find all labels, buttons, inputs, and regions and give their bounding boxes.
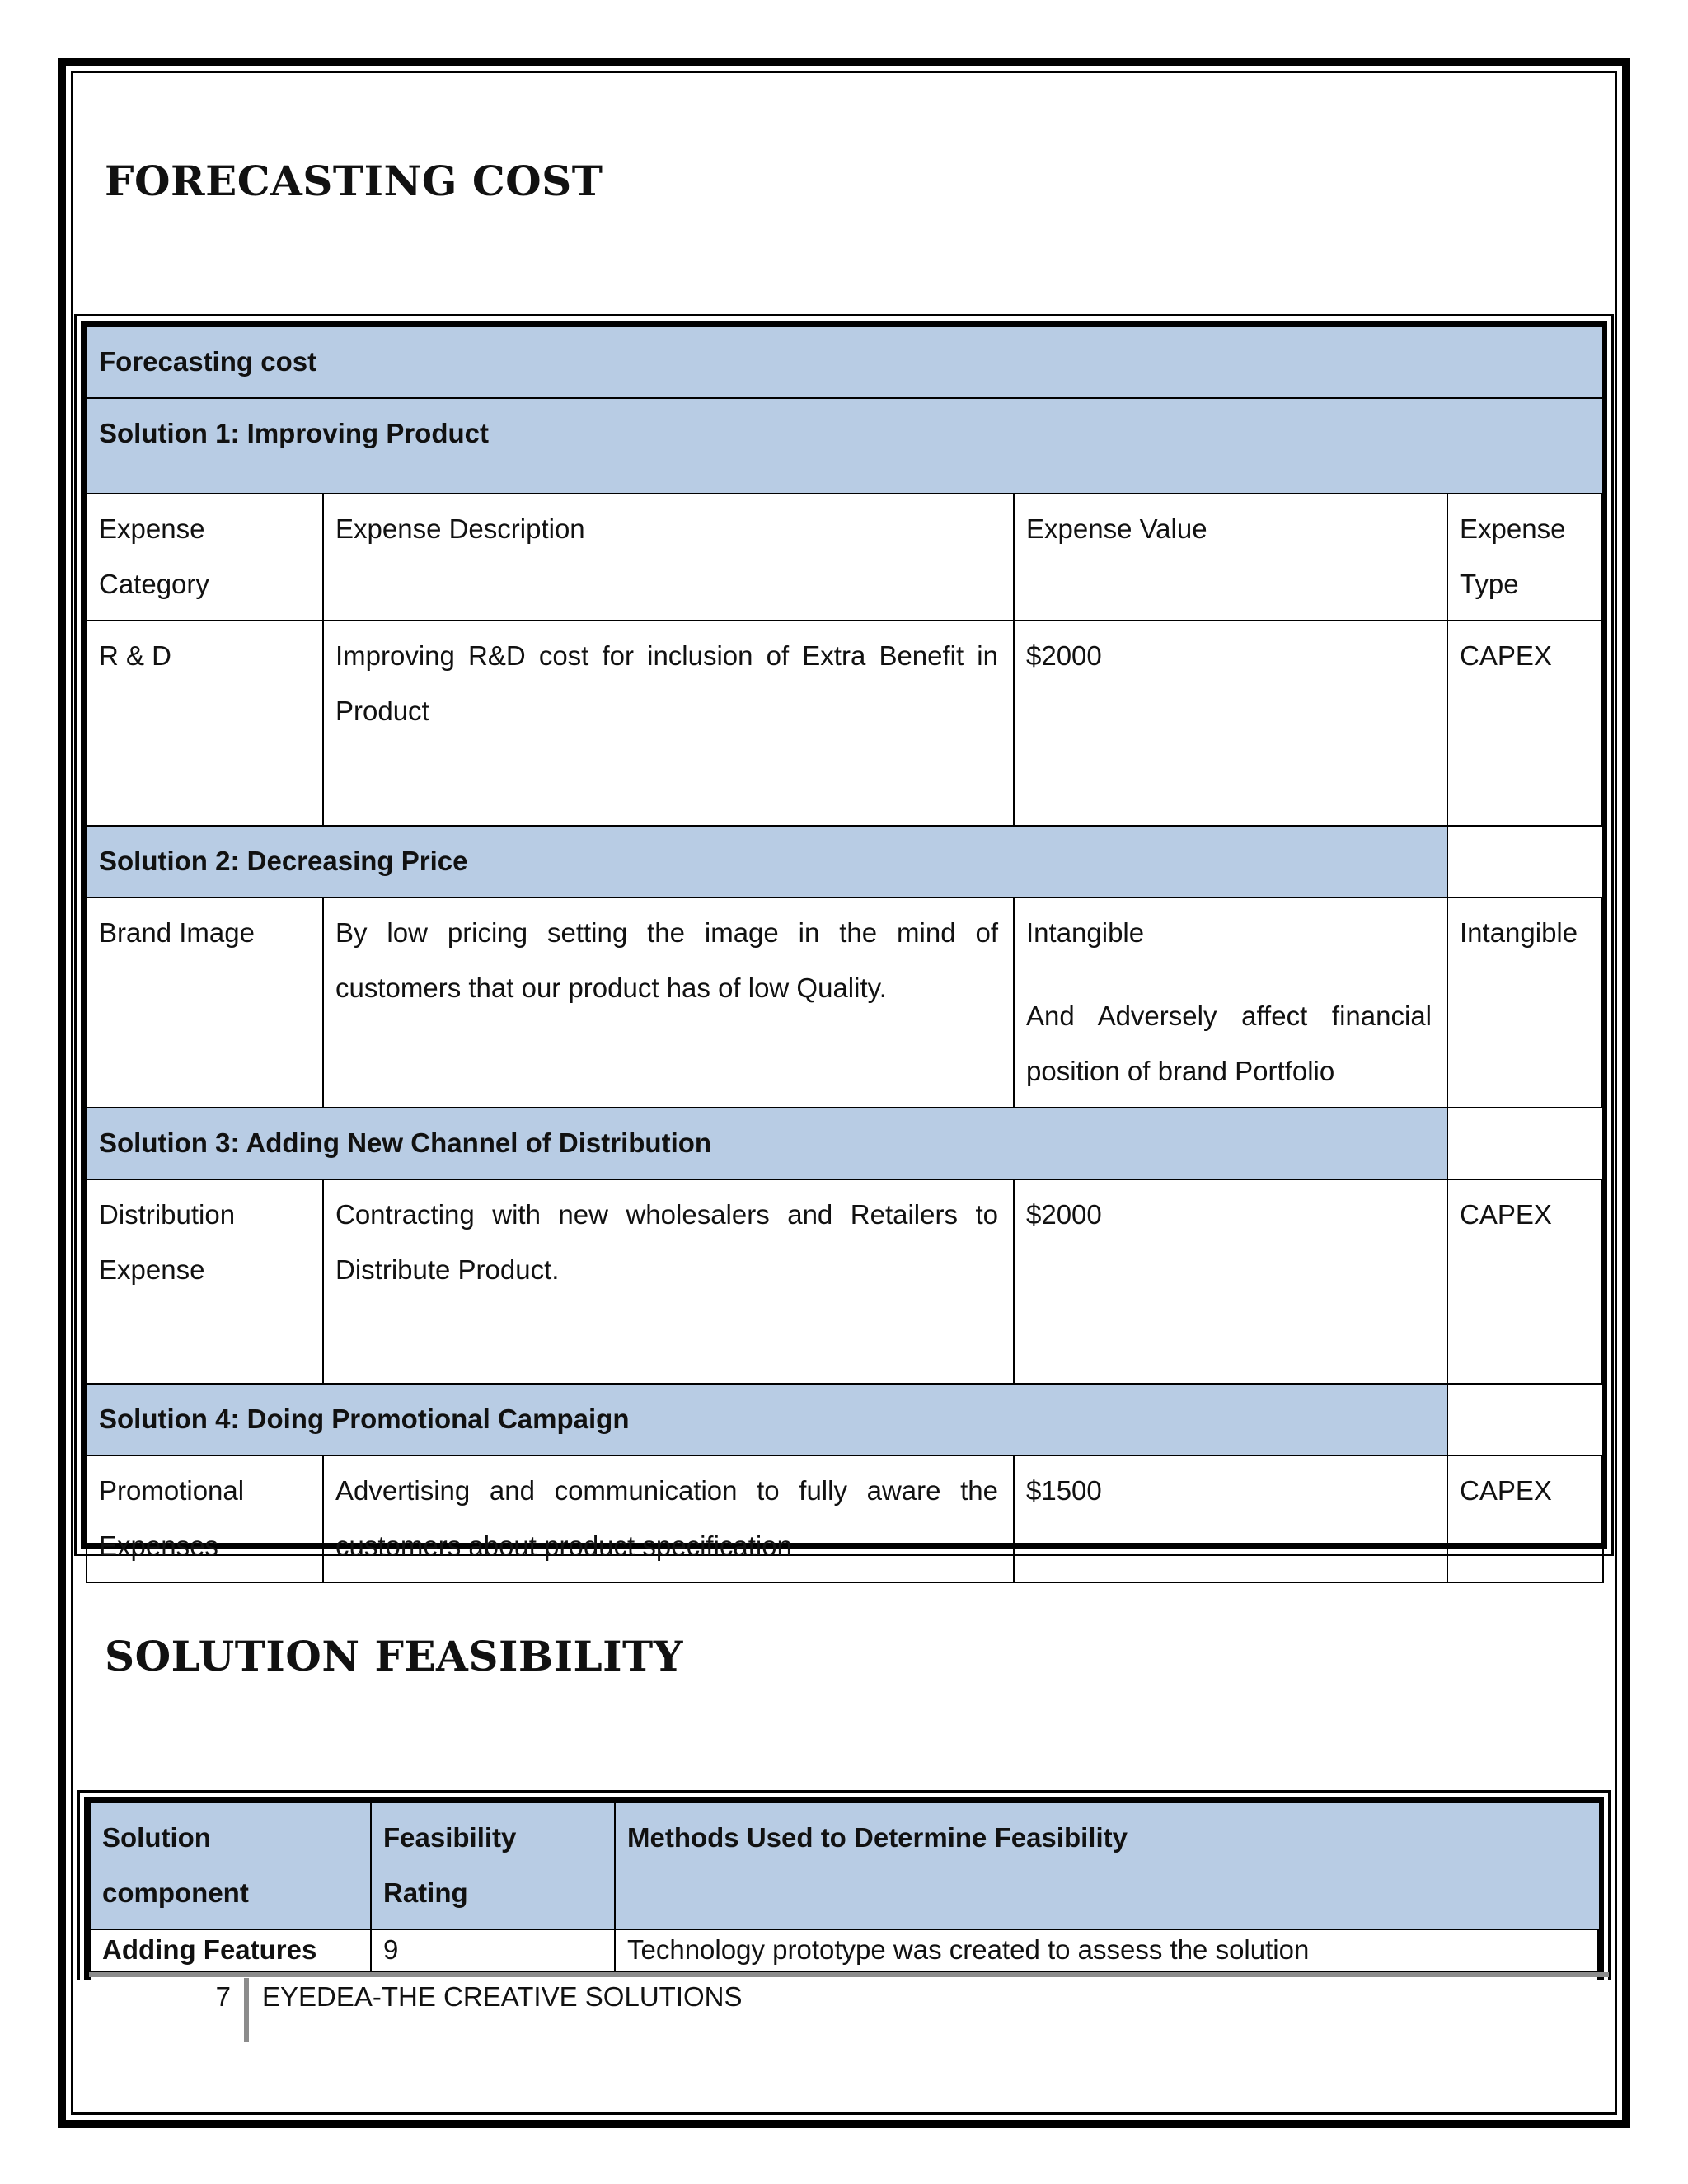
solution-2-type: Intangible [1447,898,1603,1108]
column-header-feasibility-rating: Feasibility Rating [371,1802,615,1929]
feasibility-table [89,1802,1601,1973]
solution-2-value: Intangible [1026,917,1145,948]
solution-3-title: Solution 3: Adding New Channel of Distribution [87,1108,1447,1179]
solution-feasibility-heading: SOLUTION FEASIBILITY [105,1632,683,1680]
solution-2-value-cell [1014,898,1447,1108]
solution-1-description: Improving R&D cost for inclusion of Extra Benefit in Product [323,621,1014,826]
feasibility-row-component: Adding Features [90,1929,371,1972]
column-header-expense-value: Expense Value [1014,494,1447,621]
footer-company-name: EYEDEA-THE CREATIVE SOLUTIONS [262,1981,743,2012]
footer-rule [89,1972,1609,1977]
solution-3-category: Distribution Expense [87,1179,323,1384]
footer-divider [244,1978,249,2042]
solution-2-category: Brand Image [87,898,323,1108]
solution-2-title: Solution 2: Decreasing Price [87,826,1447,898]
solution-1-value: $2000 [1014,621,1447,826]
column-header-expense-description: Expense Description [323,494,1014,621]
forecast-table-title: Forecasting cost [87,326,1603,398]
solution-3-type: CAPEX [1447,1179,1603,1384]
column-header-methods: Methods Used to Determine Feasibility [615,1802,1600,1929]
solution-2-value-extra: And Adversely affect financial position of brand Portfolio [1026,1001,1432,1086]
column-header-expense-type: Expense Type [1447,494,1603,621]
feasibility-row-rating: 9 [371,1929,615,1972]
forecast-table [86,326,1604,1583]
feasibility-row-method: Technology prototype was created to assess the solution [615,1929,1600,1972]
solution-1-title: Solution 1: Improving Product [87,398,1603,494]
solution-4-description: Advertising and communication to fully aware the customers about product specification [323,1455,1014,1582]
solution-1-type: CAPEX [1447,621,1603,826]
solution-1-category: R & D [87,621,323,826]
solution-3-title-blank [1447,1108,1603,1179]
solution-2-title-blank [1447,826,1603,898]
solution-4-title: Solution 4: Doing Promotional Campaign [87,1384,1447,1455]
solution-3-value: $2000 [1014,1179,1447,1384]
column-header-solution-component: Solution component [90,1802,371,1929]
column-header-expense-category: Expense Category [87,494,323,621]
forecasting-cost-heading: FORECASTING COST [105,157,603,205]
page-number: 7 [215,1981,231,2012]
solution-3-description: Contracting with new wholesalers and Retailers to Distribute Product. [323,1179,1014,1384]
solution-2-description: By low pricing setting the image in the mind of customers that our product has of low Quality. [323,898,1014,1108]
solution-4-type: CAPEX [1447,1455,1603,1582]
solution-4-title-blank [1447,1384,1603,1455]
solution-4-category: Promotional Expenses [87,1455,323,1582]
solution-4-value: $1500 [1014,1455,1447,1582]
